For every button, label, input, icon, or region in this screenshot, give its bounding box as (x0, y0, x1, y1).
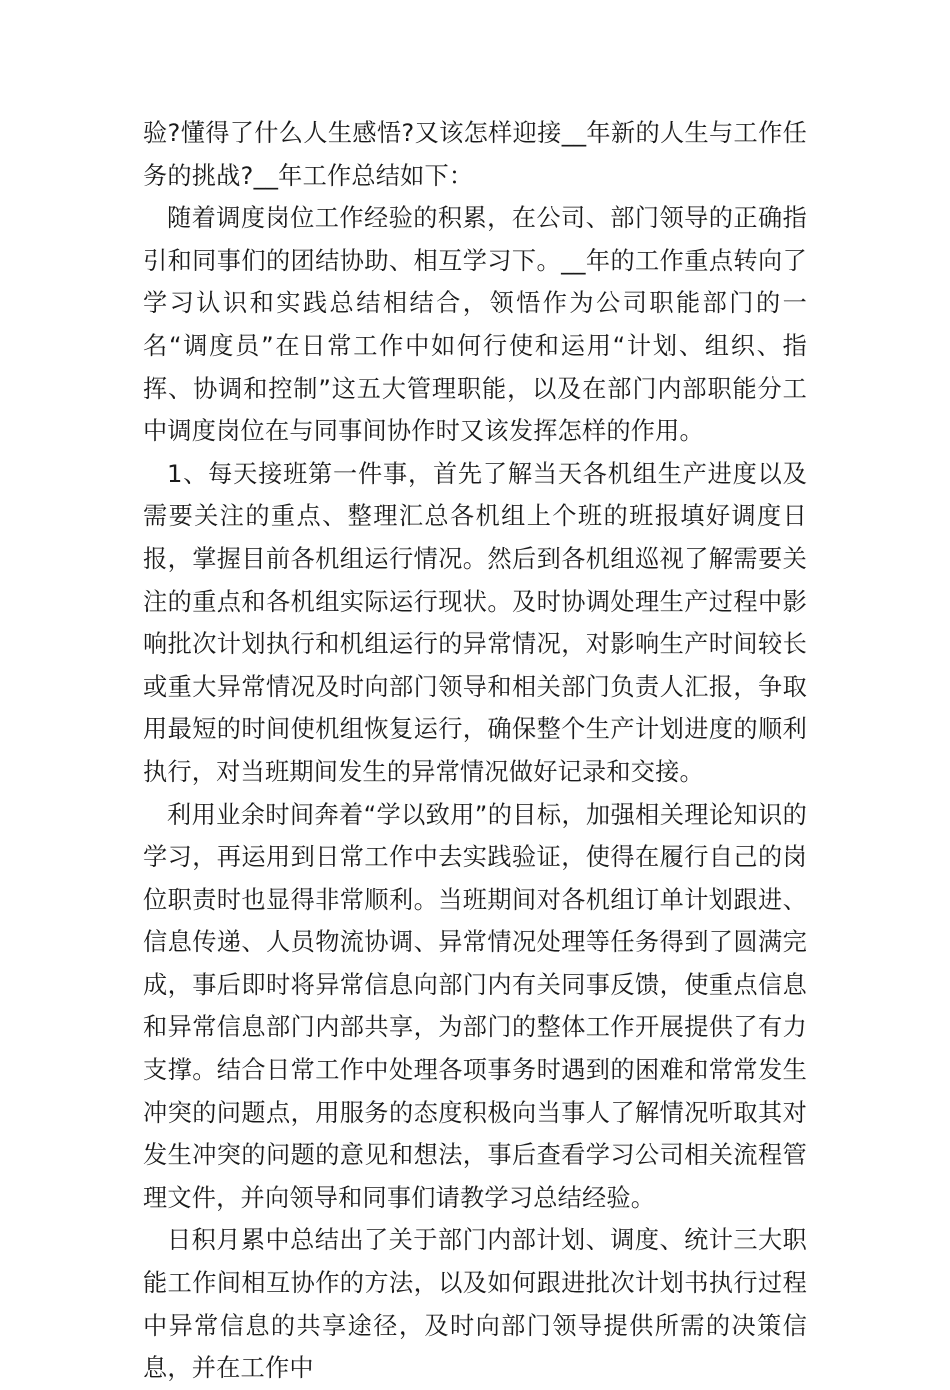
paragraph-summary: 日积月累中总结出了关于部门内部计划、调度、统计三大职能工作间相互协作的方法，以及如何跟进批次计划书执行过程中异常信息的共享途径，及时向部门领导提供所需的决策信息，并在工作中 (143, 1226, 807, 1383)
document-body (143, 112, 807, 1390)
paragraph-intro-continuation: 验?懂得了什么人生感悟?又该怎样迎接__年新的人生与工作任务的挑战?__年工作总结如下： (143, 119, 807, 190)
paragraph-overview: 随着调度岗位工作经验的积累，在公司、部门领导的正确指引和同事们的团结协助、相互学习下。__年的工作重点转向了学习认识和实践总结相结合，领悟作为公司职能部门的一名“调度员”在日常工作中如何行使和运用“计划、组织、指挥、协调和控制”这五大管理职能，以及在部门内部职能分工中调度岗位在与同事间协作时又该发挥怎样的作用。 (143, 204, 807, 446)
paragraph-study: 利用业余时间奔着“学以致用”的目标，加强相关理论知识的学习，再运用到日常工作中去实践验证，使得在履行自己的岗位职责时也显得非常顺利。当班期间对各机组订单计划跟进、信息传递、人员物流协调、异常情况处理等任务得到了圆满完成，事后即时将异常信息向部门内有关同事反馈，使重点信息和异常信息部门内部共享，为部门的整体工作开展提供了有力支撑。结合日常工作中处理各项事务时遇到的困难和常常发生冲突的问题点，用服务的态度积极向当事人了解情况听取其对发生冲突的问题的意见和想法，事后查看学习公司相关流程管理文件，并向领导和同事们请教学习总结经验。 (143, 800, 807, 1212)
paragraph-item-1: 1、每天接班第一件事，首先了解当天各机组生产进度以及需要关注的重点、整理汇总各机组上个班的班报填好调度日报，掌握目前各机组运行情况。然后到各机组巡视了解需要关注的重点和各机组实际运行现状。及时协调处理生产过程中影响批次计划执行和机组运行的异常情况，对影响生产时间较长或重大异常情况及时向部门领导和相关部门负责人汇报，争取用最短的时间使机组恢复运行，确保整个生产计划进度的顺利执行，对当班期间发生的异常情况做好记录和交接。 (143, 459, 807, 786)
